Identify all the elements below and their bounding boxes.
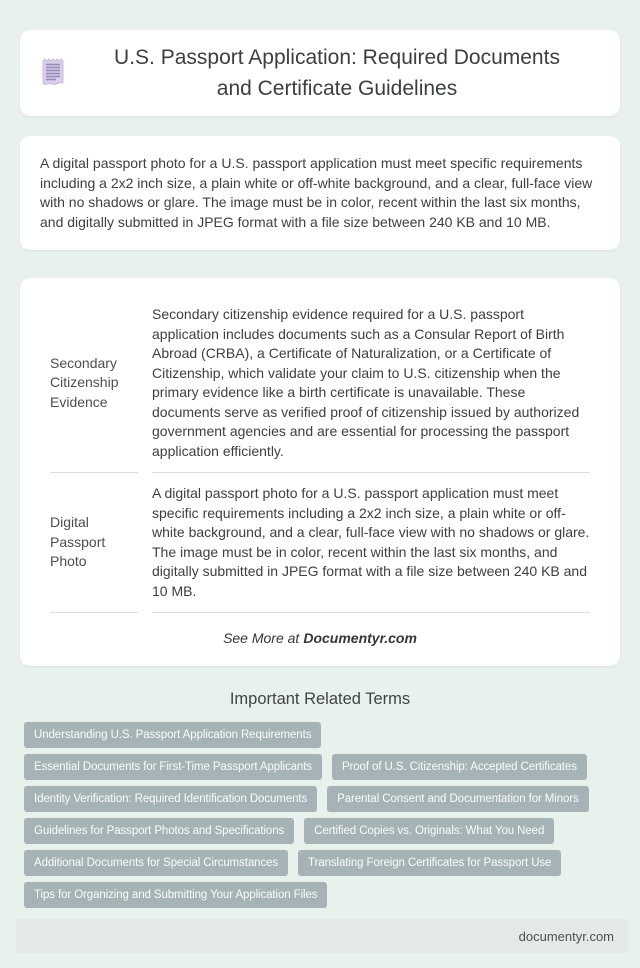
term-tag[interactable]: Parental Consent and Documentation for Minors [327, 786, 589, 812]
description-cell: A digital passport photo for a U.S. passport application must meet specific requirements including a 2x2 inch size, a plain white or off-white background, and a clear, full-face view with no shadows or glare. The image must be in color, recent within the last six months, and digitally submitted in JPEG format with a file size between 240 KB and 10 MB. [152, 473, 590, 613]
term-tag[interactable]: Identity Verification: Required Identification Documents [24, 786, 317, 812]
page-background [0, 30, 640, 968]
summary-text: A digital passport photo for a U.S. passport application must meet specific requirements including a 2x2 inch size, a plain white or off-white background, and a clear, full-face view with no shadows or glare. The image must be in color, recent within the last six months, and digitally submitted in JPEG format with a file size between 240 KB and 10 MB. [40, 155, 593, 230]
page-title: U.S. Passport Application: Required Documents and Certificate Guidelines [114, 46, 560, 100]
table-row [50, 294, 590, 473]
summary-card [20, 136, 620, 250]
term-cell: Digital Passport Photo [50, 473, 138, 613]
term-tag[interactable]: Understanding U.S. Passport Application Requirements [24, 722, 321, 748]
related-terms-heading: Important Related Terms [229, 690, 411, 708]
glossary-card [20, 278, 620, 666]
see-more-site: Documentyr.com [303, 630, 417, 646]
see-more [36, 630, 604, 646]
receipt-icon [40, 57, 74, 89]
footer-bar [16, 919, 628, 953]
see-more-prefix: See More at [223, 630, 300, 646]
term-cell: Secondary Citizenship Evidence [50, 294, 138, 473]
table-row [50, 473, 590, 613]
term-tag[interactable]: Additional Documents for Special Circumstances [24, 850, 288, 876]
term-tag[interactable]: Translating Foreign Certificates for Passport Use [298, 850, 561, 876]
term-tag[interactable]: Certified Copies vs. Originals: What You Need [304, 818, 554, 844]
tag-row [24, 754, 616, 780]
tag-row [24, 818, 616, 844]
header-card [20, 30, 620, 116]
footer-site-label: documentyr.com [518, 928, 614, 944]
term-tag[interactable]: Tips for Organizing and Submitting Your Application Files [24, 882, 327, 908]
description-cell: Secondary citizenship evidence required for a U.S. passport application includes documents such as a Consular Report of Birth Abroad (CRBA), a Certificate of Naturalization, or a Certificate of Citizenship, which validate your claim to U.S. citizenship when the primary evidence like a birth certificate is unavailable. These documents serve as verified proof of citizenship issued by authorized government agencies and are essential for processing the passport application efficiently. [152, 294, 590, 473]
tag-row [24, 850, 616, 876]
tag-row [24, 722, 616, 748]
related-terms-section [24, 722, 616, 908]
tag-row [24, 882, 616, 908]
term-tag[interactable]: Guidelines for Passport Photos and Specifications [24, 818, 294, 844]
term-tag[interactable]: Essential Documents for First-Time Passport Applicants [24, 754, 322, 780]
glossary-table [36, 294, 604, 613]
tag-row [24, 786, 616, 812]
term-tag[interactable]: Proof of U.S. Citizenship: Accepted Certificates [332, 754, 587, 780]
